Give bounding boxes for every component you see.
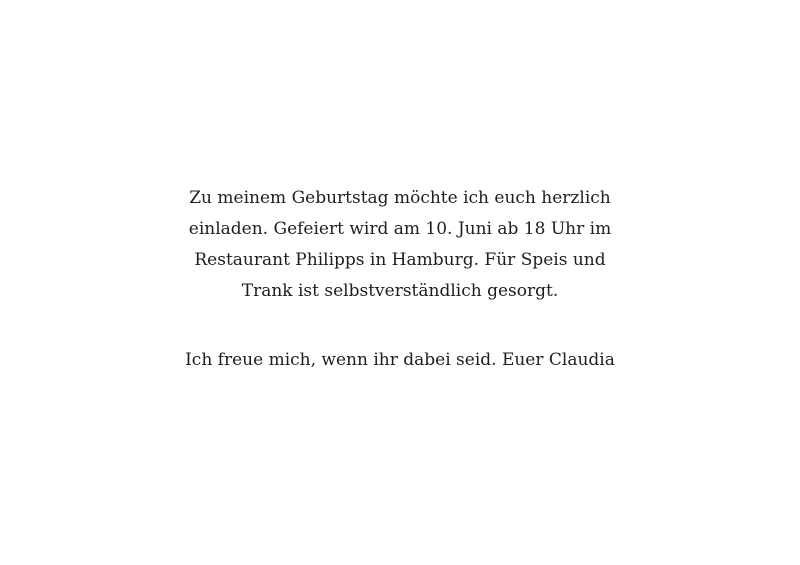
invitation-line-4: Trank ist selbstverständlich gesorgt. [241, 281, 559, 301]
invitation-line-3: Restaurant Philipps in Hamburg. Für Speis und [194, 250, 606, 270]
invitation-text [0, 183, 800, 307]
closing-line: Ich freue mich, wenn ihr dabei seid. Euer Claudia [185, 350, 615, 370]
invitation-line-1: Zu meinem Geburtstag möchte ich euch herzlich [189, 188, 611, 208]
invitation-line-2: einladen. Gefeiert wird am 10. Juni ab 18 Uhr im [188, 219, 612, 239]
